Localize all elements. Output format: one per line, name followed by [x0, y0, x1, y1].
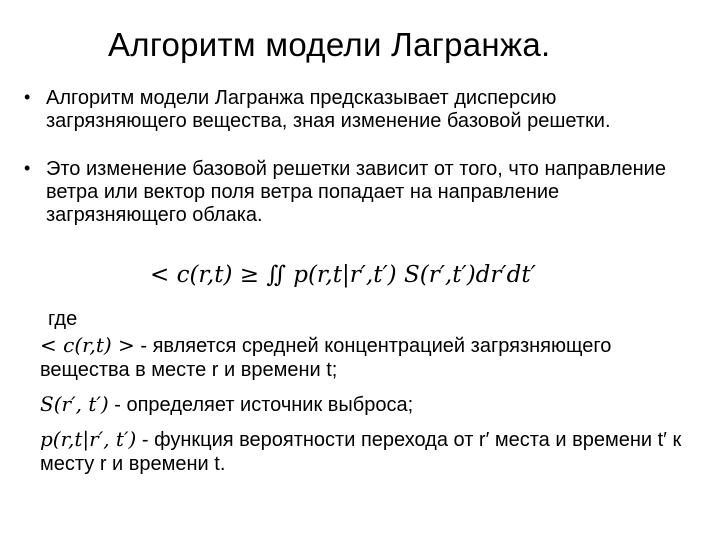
- paragraph-intro-text: Алгоритм модели Лагранжа предсказывает дисперсию загрязняющего вещества, зная изменение базовой решетки.: [46, 87, 611, 132]
- definition-text: - функция вероятности перехода от r′ места и времени t′ к месту r и времени t.: [40, 429, 682, 475]
- lagrange-formula: < c(r,t) ≥ ∬ p(r,t|r′,t′) S(r′,t′)dr′dt′: [150, 262, 536, 288]
- paragraph-wind-text: Это изменение базовой решетки зависит от того, что направление ветра или вектор поля ветра попадает на направление загрязняющего облака.: [46, 158, 666, 226]
- paragraph-intro: [24, 87, 686, 133]
- paragraph-wind: [24, 158, 686, 227]
- definition-math: S(r′, t′): [40, 392, 109, 416]
- where-label: где: [48, 308, 78, 330]
- definition-math: < c(r,t) >: [40, 333, 135, 357]
- bullet-marker: •: [24, 158, 31, 178]
- definition-source: [40, 392, 700, 417]
- definition-math: p(r,t|r′, t′): [40, 427, 137, 451]
- definition-mean-concentration: [40, 333, 700, 382]
- bullet-marker: •: [24, 87, 31, 107]
- definition-probability: [40, 427, 700, 476]
- slide-title: Алгоритм модели Лагранжа.: [108, 26, 551, 63]
- definition-text: - является средней концентрацией загрязняющего вещества в месте r и времени t;: [40, 335, 612, 381]
- definition-text: - определяет источник выброса;: [108, 394, 414, 416]
